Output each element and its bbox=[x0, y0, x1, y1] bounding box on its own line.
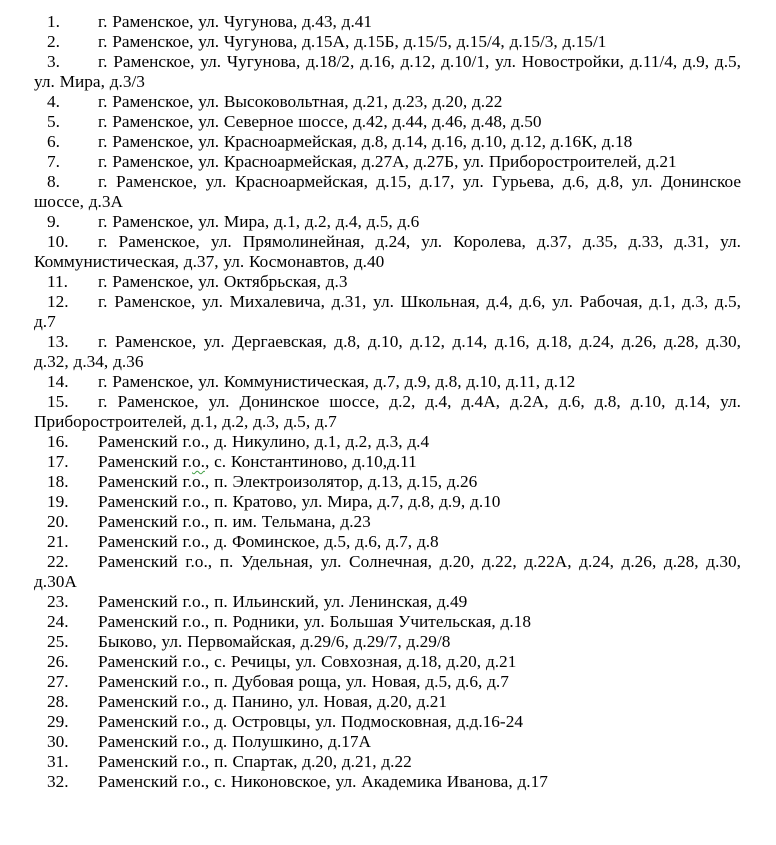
list-item-number: 26. bbox=[47, 652, 69, 671]
list-item bbox=[34, 372, 741, 392]
list-item-text: Раменский г.о., п. им. Тельмана, д.23 bbox=[98, 512, 371, 531]
list-item bbox=[34, 672, 741, 692]
list-item-text: г. Раменское, ул. Дергаевская, д.8, д.10, д.12, д.14, д.16, д.18, д.24, д.26, д.28, д.30, д.32, д.34, д.36 bbox=[34, 332, 741, 371]
spellcheck-underline: о. bbox=[191, 452, 205, 471]
list-item bbox=[34, 212, 741, 232]
list-item-number: 18. bbox=[47, 472, 69, 491]
list-item bbox=[34, 732, 741, 752]
list-item-number: 4. bbox=[47, 92, 60, 111]
list-item-text: Раменский г.о., д. Фоминское, д.5, д.6, д.7, д.8 bbox=[98, 532, 439, 551]
list-item-text: Раменский г.о., п. Родники, ул. Большая Учительская, д.18 bbox=[98, 612, 531, 631]
list-item-text: г. Раменское, ул. Прямолинейная, д.24, ул. Королева, д.37, д.35, д.33, д.31, ул. Коммунистическая, д.37, ул. Космонавтов, д.40 bbox=[34, 232, 741, 271]
list-item-number: 31. bbox=[47, 752, 69, 771]
list-item-number: 12. bbox=[47, 292, 69, 311]
list-item-text: г. Раменское, ул. Коммунистическая, д.7, д.9, д.8, д.10, д.11, д.12 bbox=[98, 372, 576, 391]
list-item-text: г. Раменское, ул. Мира, д.1, д.2, д.4, д.5, д.6 bbox=[98, 212, 420, 231]
list-item bbox=[34, 332, 741, 372]
list-item-text: г. Раменское, ул. Чугунова, д.15А, д.15Б, д.15/5, д.15/4, д.15/3, д.15/1 bbox=[98, 32, 607, 51]
list-item-number: 6. bbox=[47, 132, 60, 151]
list-item bbox=[34, 772, 741, 792]
list-item-text: Раменский г.о., п. Дубовая роща, ул. Новая, д.5, д.6, д.7 bbox=[98, 672, 509, 691]
list-item bbox=[34, 32, 741, 52]
list-item bbox=[34, 612, 741, 632]
list-item bbox=[34, 172, 741, 212]
list-item-number: 30. bbox=[47, 732, 69, 751]
list-item bbox=[34, 232, 741, 272]
list-item-text: Раменский г.о., п. Кратово, ул. Мира, д.7, д.8, д.9, д.10 bbox=[98, 492, 501, 511]
list-item-text: г. Раменское, ул. Высоковольтная, д.21, д.23, д.20, д.22 bbox=[98, 92, 503, 111]
list-item bbox=[34, 392, 741, 432]
list-item-number: 13. bbox=[47, 332, 69, 351]
list-item bbox=[34, 532, 741, 552]
list-item-number: 21. bbox=[47, 532, 69, 551]
list-item-number: 20. bbox=[47, 512, 69, 531]
list-item bbox=[34, 12, 741, 32]
list-item-text: г. Раменское, ул. Красноармейская, д.15, д.17, ул. Гурьева, д.6, д.8, ул. Донинское шоссе, д.3А bbox=[34, 172, 741, 211]
list-item-number: 2. bbox=[47, 32, 60, 51]
list-item-number: 15. bbox=[47, 392, 69, 411]
list-item-number: 32. bbox=[47, 772, 69, 791]
list-item bbox=[34, 712, 741, 732]
list-item-number: 29. bbox=[47, 712, 69, 731]
list-item-number: 17. bbox=[47, 452, 69, 471]
list-item bbox=[34, 152, 741, 172]
list-item-number: 9. bbox=[47, 212, 60, 231]
list-item-text: Раменский г.о., д. Никулино, д.1, д.2, д.3, д.4 bbox=[98, 432, 430, 451]
list-item-text: г. Раменское, ул. Чугунова, д.18/2, д.16, д.12, д.10/1, ул. Новостройки, д.11/4, д.9, д.5, ул. Мира, д.3/3 bbox=[34, 52, 741, 91]
list-item bbox=[34, 592, 741, 612]
list-item-text: г. Раменское, ул. Красноармейская, д.27А, д.27Б, ул. Приборостроителей, д.21 bbox=[98, 152, 677, 171]
list-item-number: 5. bbox=[47, 112, 60, 131]
list-item-number: 1. bbox=[47, 12, 60, 31]
list-item bbox=[34, 452, 741, 472]
list-item bbox=[34, 92, 741, 112]
list-item-text: Раменский г.о., с. Речицы, ул. Совхозная, д.18, д.20, д.21 bbox=[98, 652, 517, 671]
list-item-number: 25. bbox=[47, 632, 69, 651]
list-item bbox=[34, 272, 741, 292]
list-item-number: 22. bbox=[47, 552, 69, 571]
list-item-text: Раменский г.о., п. Удельная, ул. Солнечная, д.20, д.22, д.22А, д.24, д.26, д.28, д.30, д.30А bbox=[34, 552, 741, 591]
list-item-text: Раменский г.о., п. Электроизолятор, д.13, д.15, д.26 bbox=[98, 472, 478, 491]
list-item-number: 8. bbox=[47, 172, 60, 191]
list-item-number: 10. bbox=[47, 232, 69, 251]
list-item bbox=[34, 492, 741, 512]
list-item-number: 23. bbox=[47, 592, 69, 611]
list-item bbox=[34, 132, 741, 152]
list-item bbox=[34, 752, 741, 772]
list-item bbox=[34, 512, 741, 532]
list-item-text: Раменский г.о., д. Полушкино, д.17А bbox=[98, 732, 372, 751]
list-item-text: Раменский г.о., п. Ильинский, ул. Ленинская, д.49 bbox=[98, 592, 468, 611]
list-item-text: г. Раменское, ул. Октябрьская, д.3 bbox=[98, 272, 348, 291]
list-item bbox=[34, 292, 741, 332]
list-item-text: Раменский г.о., д. Островцы, ул. Подмосковная, д.д.16-24 bbox=[98, 712, 523, 731]
list-item-text: Раменский г.о., с. Никоновское, ул. Академика Иванова, д.17 bbox=[98, 772, 548, 791]
list-item-number: 24. bbox=[47, 612, 69, 631]
list-item-number: 16. bbox=[47, 432, 69, 451]
list-item-text: Быково, ул. Первомайская, д.29/6, д.29/7, д.29/8 bbox=[98, 632, 451, 651]
list-item-text: Раменский г.о., п. Спартак, д.20, д.21, д.22 bbox=[98, 752, 412, 771]
list-item-text: Раменский г.о., с. Константиново, д.10,д.11 bbox=[98, 452, 417, 471]
list-item-text: г. Раменское, ул. Чугунова, д.43, д.41 bbox=[98, 12, 373, 31]
list-item-number: 19. bbox=[47, 492, 69, 511]
list-item-number: 7. bbox=[47, 152, 60, 171]
list-item-number: 3. bbox=[47, 52, 60, 71]
list-item-text: Раменский г.о., д. Панино, ул. Новая, д.20, д.21 bbox=[98, 692, 448, 711]
list-item-text: г. Раменское, ул. Красноармейская, д.8, д.14, д.16, д.10, д.12, д.16К, д.18 bbox=[98, 132, 633, 151]
list-item-number: 14. bbox=[47, 372, 69, 391]
list-item bbox=[34, 552, 741, 592]
list-item bbox=[34, 632, 741, 652]
list-item-number: 28. bbox=[47, 692, 69, 711]
list-item bbox=[34, 432, 741, 452]
list-item-number: 27. bbox=[47, 672, 69, 691]
list-item bbox=[34, 652, 741, 672]
list-item-text: г. Раменское, ул. Северное шоссе, д.42, д.44, д.46, д.48, д.50 bbox=[98, 112, 542, 131]
list-item bbox=[34, 692, 741, 712]
address-list bbox=[34, 12, 741, 792]
list-item-text: г. Раменское, ул. Михалевича, д.31, ул. Школьная, д.4, д.6, ул. Рабочая, д.1, д.3, д.5, д.7 bbox=[34, 292, 741, 331]
list-item-text: г. Раменское, ул. Донинское шоссе, д.2, д.4, д.4А, д.2А, д.6, д.8, д.10, д.14, ул. Приборостроителей, д.1, д.2, д.3, д.5, д.7 bbox=[34, 392, 741, 431]
list-item bbox=[34, 472, 741, 492]
list-item bbox=[34, 52, 741, 92]
list-item-number: 11. bbox=[47, 272, 68, 291]
list-item bbox=[34, 112, 741, 132]
